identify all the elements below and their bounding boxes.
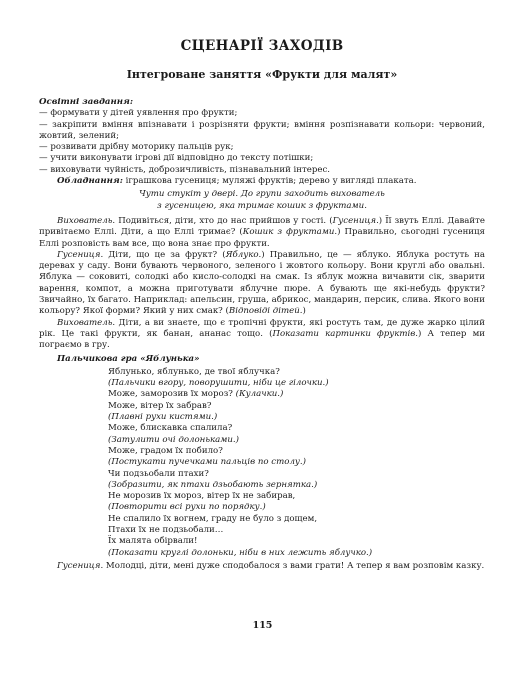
goal-item: — розвивати дрібну моторику пальців рук; xyxy=(39,142,234,153)
equipment-label: Обладнання: xyxy=(57,176,123,187)
text: ) xyxy=(302,306,306,317)
remark: Гусениця. xyxy=(332,215,379,226)
paragraph-caterpillar-1 xyxy=(39,250,485,318)
poem-remark: (Зобразити, як птахи дзьобають зернятка.) xyxy=(108,479,318,490)
speaker: Вихователь. xyxy=(57,215,116,226)
paragraph-educator-1 xyxy=(39,216,485,250)
text: ) Її звуть Еллі. Давайте привітаємо Еллі. Діти, а що Еллі тримає? ( xyxy=(39,215,485,238)
remark: Показати картинки фруктів. xyxy=(272,328,419,339)
remark: Відповіді дітей. xyxy=(228,306,303,317)
poem-remark: (Затулити очі долоньками.) xyxy=(108,434,239,445)
speaker: Гусениця. xyxy=(57,560,104,571)
lesson-title: Інтегроване заняття «Фрукти для малят» xyxy=(126,68,398,81)
text: ) Правильно, сьогодні гусениця Еллі розповість вам все, що вона знає про фрукти. xyxy=(39,227,485,249)
poem-line: Чи подзьобали птахи? xyxy=(108,468,209,479)
stage-direction-line: з гусеницею, яка тримає кошик з фруктами. xyxy=(157,200,367,211)
poem-remark: (Повторити всі рухи по порядку.) xyxy=(108,502,266,513)
poem-line xyxy=(108,389,485,400)
page-number: 115 xyxy=(252,620,273,631)
poem-remark: (Плавні рухи кистями.) xyxy=(108,412,218,423)
poem xyxy=(108,367,485,559)
goals-list xyxy=(39,108,485,176)
speaker: Гусениця. xyxy=(57,249,104,260)
goal-item: — закріпити вміння впізнавати і розрізняти фрукти; вміння розпізнавати кольори: червоний, жовтий, зелений; xyxy=(39,119,485,141)
text: Молодці, діти, мені дуже сподобалося з вами грати! А тепер я вам розповім казку. xyxy=(103,560,485,571)
paragraph-educator-2 xyxy=(39,318,485,352)
poem-line: Не спалило їх вогнем, граду не було з дощем, xyxy=(108,513,318,524)
goal-item: — виховувати чуйність, доброзичливість, пізнавальний інтерес. xyxy=(39,164,331,175)
text: Діти, що це за фрукт? ( xyxy=(103,249,226,260)
goals-label-text: Освітні завдання: xyxy=(39,97,134,107)
text: ) Правильно, це — яблуко. Яблука ростуть на деревах у саду. Вони бувають червоного, зеленого і жовтого кольору. Вони круглі або овальні. Яблука — соковиті, солодкі або кисло-солодкі на смак. Із яблук можна вичавити сік, зварити варення, компот, а можна приготувати яблучне пюре. А бувають ще які-небудь фрукти? Звичайно, їх багато. Наприклад: апельсин, груша, абрикос, мандарин, персик, слива. Якого вони кольору? Якої форми? Який у них смак? ( xyxy=(39,249,486,317)
poem-line: Яблунько, яблунько, де твої яблучка? xyxy=(108,366,280,377)
poem-line: Може, вітер їх забрав? xyxy=(108,400,212,411)
stage-direction-line: Чути стукіт у двері. До групи заходить вихователь xyxy=(139,189,385,200)
remark: Кошик з фруктами. xyxy=(242,227,338,238)
goal-item: — учити виконувати ігрові дії відповідно до тексту потішки; xyxy=(39,153,314,164)
text: Діти, а ви знаєте, що є тропічні фрукти, які ростуть там, де дуже жарко цілий рік. Це такі фрукти, як банан, ананас тощо. ( xyxy=(39,317,485,339)
equipment xyxy=(39,176,485,187)
paragraph-caterpillar-2 xyxy=(39,561,485,572)
poem-line: Не морозив їх мороз, вітер їх не забирав, xyxy=(108,491,296,502)
speaker: Вихователь. xyxy=(57,317,116,328)
game-title: Пальчикова гра «Яблунька» xyxy=(57,353,200,364)
goals-label xyxy=(39,97,485,108)
poem-remark: (Кулачки.) xyxy=(235,389,284,400)
goal-item: — формувати у дітей уявлення про фрукти; xyxy=(39,108,238,119)
poem-line: Їх малята обірвали! xyxy=(108,536,198,547)
poem-line: Птахи їх не подзьобали… xyxy=(108,524,224,535)
stage-direction xyxy=(39,189,485,212)
game-title-line xyxy=(39,354,485,365)
remark: Яблуко. xyxy=(225,249,262,260)
section-title: СЦЕНАРІЇ ЗАХОДІВ xyxy=(180,38,344,54)
poem-line: Може, градом їх побило? xyxy=(108,445,223,456)
poem-remark: (Постукати пучечками пальців по столу.) xyxy=(108,457,306,468)
poem-line: Може, блискавка спалила? xyxy=(108,423,233,434)
equipment-text: іграшкова гусениця; муляжі фруктів; дерево у вигляді плаката. xyxy=(122,176,417,187)
text: ) А тепер ми пограємо в гру. xyxy=(39,328,485,351)
text: Подивіться, діти, хто до нас прийшов у гості. ( xyxy=(115,215,333,226)
poem-line-text: Може, заморозив їх мороз? xyxy=(108,389,236,400)
poem-remark: (Показати круглі долоньки, ніби в них лежить яблучко.) xyxy=(108,547,373,558)
poem-remark: (Пальчики вгору, поворушити, ніби це гілочки.) xyxy=(108,378,329,389)
